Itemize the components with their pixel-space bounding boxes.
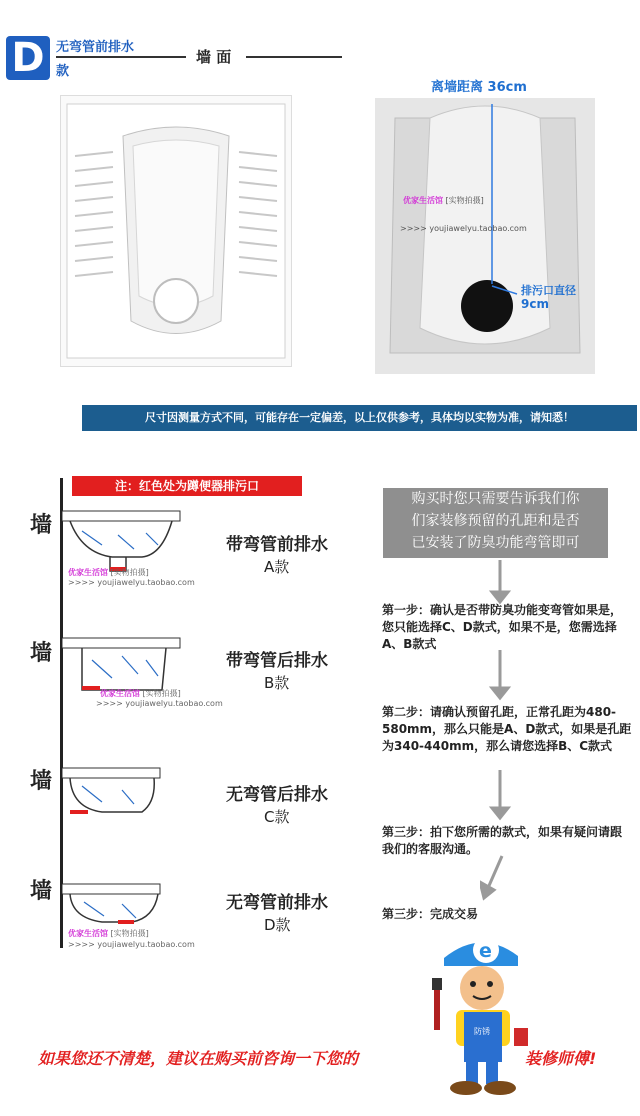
type-c-diagram bbox=[62, 762, 182, 822]
type-b-url: >>>> youjiawelyu.taobao.com bbox=[96, 699, 223, 708]
wall-char-b: 墙 bbox=[30, 640, 53, 666]
type-a-title: 带弯管前排水 bbox=[226, 535, 328, 555]
model-subtitle: 款 bbox=[56, 64, 70, 79]
ask-line-1: 购买时您只需要告诉我们你 bbox=[411, 491, 580, 507]
type-b-title: 带弯管后排水 bbox=[226, 651, 328, 671]
painter-mascot bbox=[426, 928, 536, 1103]
type-c-code: C款 bbox=[264, 808, 290, 826]
type-d-code: D款 bbox=[264, 916, 291, 934]
type-a-url: >>>> youjiawelyu.taobao.com bbox=[68, 578, 195, 587]
step-2: 第二步：请确认预留孔距，正常孔距为480-580mm，那么只能是A、D款式，如果是孔距为340-440mm，那么请您选择B、C款式 bbox=[382, 705, 632, 753]
ask-line-2: 们家装修预留的孔距和是否 bbox=[411, 513, 580, 529]
header-line-right bbox=[246, 56, 342, 58]
ask-box bbox=[383, 488, 608, 558]
type-a-diagram bbox=[62, 505, 182, 575]
wall-char-c: 墙 bbox=[30, 768, 53, 794]
toilet-top-photo bbox=[60, 95, 292, 367]
type-d-url: >>>> youjiawelyu.taobao.com bbox=[68, 940, 195, 949]
mascot-letter: e bbox=[479, 940, 492, 962]
mascot-badge: 防锈 bbox=[474, 1027, 490, 1036]
drain-diameter-value: 9cm bbox=[521, 297, 549, 311]
wall-distance-label: 离墙距离 36cm bbox=[431, 80, 527, 95]
watermark-tag: [实物拍摄] bbox=[445, 196, 484, 205]
footer-left-text: 如果您还不清楚，建议在购买前咨询一下您的 bbox=[38, 1049, 359, 1068]
type-d-watermark: 优家生活馆 [实物拍摄] bbox=[68, 929, 149, 938]
wall-char-a: 墙 bbox=[30, 512, 53, 538]
type-d-title: 无弯管前排水 bbox=[226, 893, 328, 913]
type-a-watermark: 优家生活馆 [实物拍摄] bbox=[68, 568, 149, 577]
step-3: 第三步：拍下您所需的款式，如果有疑问请跟我们的客服沟通。 bbox=[382, 825, 623, 856]
wall-char-d: 墙 bbox=[30, 878, 53, 904]
model-title: 无弯管前排水 bbox=[56, 40, 135, 55]
toilet-bottom-photo bbox=[375, 98, 595, 374]
model-badge: D bbox=[6, 36, 50, 80]
step-1: 第一步：确认是否带防臭功能变弯管如果是，您只能选择C、D款式，如果不是，您需选择A、B款式 bbox=[382, 603, 623, 651]
watermark-url: >>>> youjiawelyu.taobao.com bbox=[400, 224, 527, 233]
header-line-left bbox=[56, 56, 186, 58]
wall-label: 墙 面 bbox=[196, 48, 232, 66]
diagram-red-note: 注：红色处为蹲便器排污口 bbox=[72, 476, 302, 496]
type-b-watermark: 优家生活馆 [实物拍摄] bbox=[100, 689, 181, 698]
toilet-bottom-drawing bbox=[375, 98, 595, 374]
ask-line-3: 已安装了防臭功能弯管即可 bbox=[411, 535, 580, 551]
notice-bar: 尺寸因测量方式不同，可能存在一定偏差，以上仅供参考，具体均以实物为准，请知悉！ bbox=[82, 405, 637, 431]
step-4: 第三步：完成交易 bbox=[382, 907, 479, 921]
type-b-code: B款 bbox=[264, 674, 290, 692]
toilet-top-drawing bbox=[61, 96, 291, 366]
watermark-brand: 优家生活馆 bbox=[403, 196, 443, 205]
type-c-title: 无弯管后排水 bbox=[226, 785, 328, 805]
type-a-code: A款 bbox=[264, 558, 290, 576]
footer-right-text: 装修师傅! bbox=[525, 1049, 597, 1068]
drain-diameter-label: 排污口直径 bbox=[521, 284, 576, 297]
photo-watermark bbox=[403, 195, 484, 206]
